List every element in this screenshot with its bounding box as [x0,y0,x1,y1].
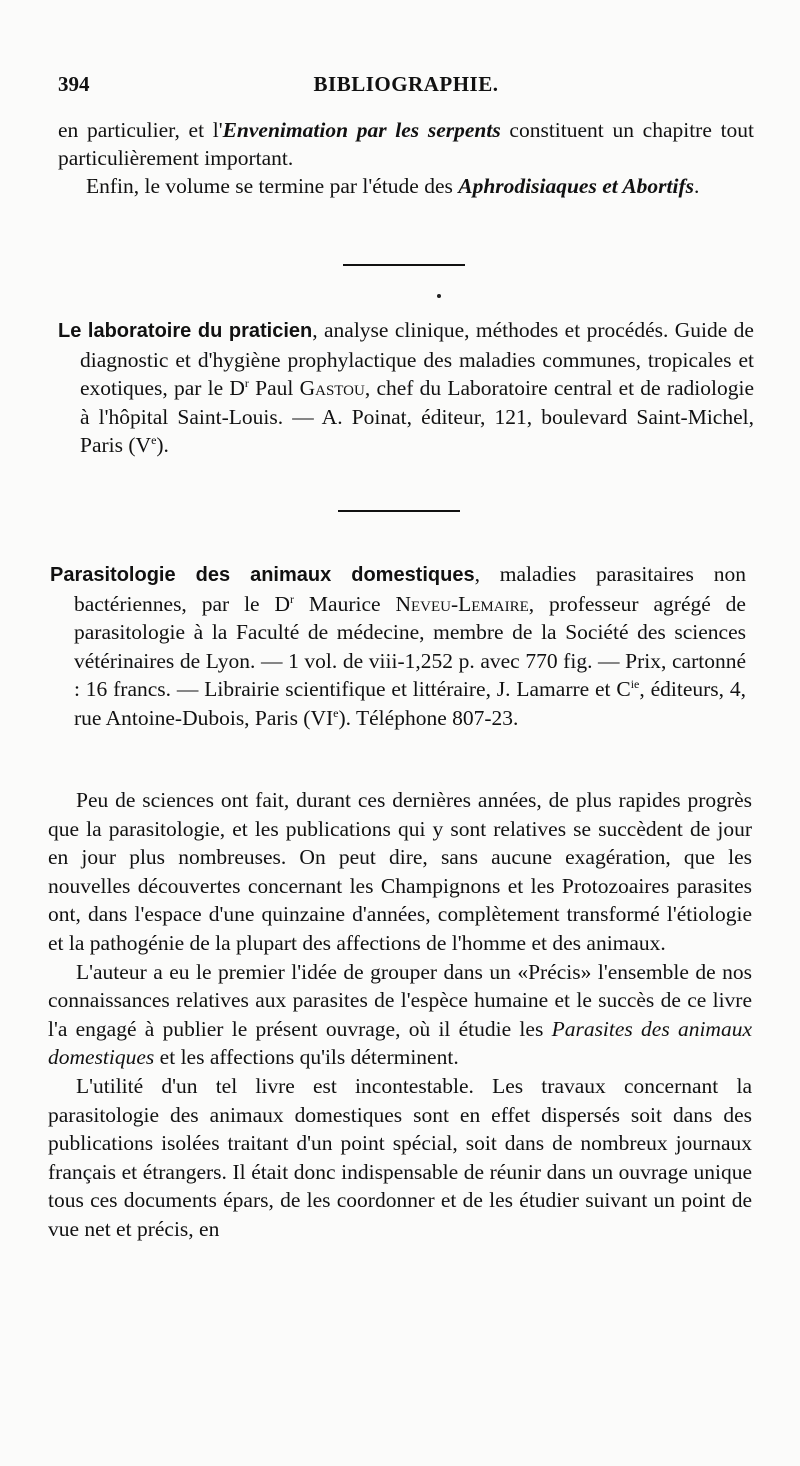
bibliography-entry-parasitologie: Parasitologie des animaux domestiques, maladies parasitaires non bactériennes, par le $D^r$ Maurice Neveu-Lemaire, professeur agrégé de parasitologie à la Faculté de médecine, membre de la Société des sciences vétérinaires de Lyon. — 1 vol. de viii-1,252 p. avec 770 fig. — Prix, cartonné : 16 francs. — Librairie scientifique et littéraire, J. Lamarre et $C^{ie}$, éditeurs, 4, rue Antoine-Dubois, Paris (VIe). Téléphone 807-23. [50,562,747,730]
page-number: 394 [58,72,90,96]
entry-title: Parasitologie des animaux domestiques [50,564,475,586]
entry-title: Le laboratoire du praticien [58,320,313,342]
intro-emphasis-1: Envenimation par les serpents [222,118,501,142]
running-title: BIBLIOGRAPHIE. [313,72,499,96]
review-paragraph-2: L'auteur a eu le premier l'idée de grouper dans un «Précis» l'ensemble de nos connaissances relatives aux parasites de l'espèce humaine et le succès de ce livre l'a engagé à publier le présent ouvrage, où il étudie les Parasites des animaux domestiques et les affections qu'ils déterminent. [48,959,752,1070]
previous-review-ending [58,116,754,200]
intro-paragraph-2: Enfin, le volume se termine par l'étude des Aphrodisiaques et Abortifs. [86,174,700,198]
intro-emphasis-2: Aphrodisiaques et Abortifs [458,174,694,198]
entry-author: Gastou [299,376,365,400]
intro-paragraph-1: en particulier, et l'Envenimation par les serpents constituent un chapitre tout particulièrement important. [58,118,755,170]
page-header [58,66,754,102]
bibliography-entry-laboratoire: Le laboratoire du praticien, analyse clinique, méthodes et procédés. Guide de diagnostic et d'hygiène prophylactique des maladies communes, tropicales et exotiques, par le $D^r$ Paul Gastou, chef du Laboratoire central et de radiologie à l'hôpital Saint-Louis. — A. Poinat, éditeur, 121, boulevard Saint-Michel, Paris (Ve). [58,318,754,457]
section-divider [343,264,465,266]
review-paragraph-1: Peu de sciences ont fait, durant ces dernières années, de plus rapides progrès que la parasitologie, et les publications qui y sont relatives se succèdent de jour en jour plus nombreuses. On peut dire, sans aucune exagération, que les nouvelles découvertes concernant les Champignons et les Protozoaires parasites ont, dans l'espace d'une quinzaine d'années, complètement transformé l'étiologie et la pathogénie de la plupart des affections de l'homme et des animaux. [48,788,752,955]
entry-author: Neveu-Lemaire [395,591,529,616]
review-paragraph-3: L'utilité d'un tel livre est incontestable. Les travaux concernant la parasitologie des animaux domestiques sont en effet dispersés soit dans des publications isolées traitant d'un point spécial, soit dans de nombreux journaux français et étrangers. Il était donc indispensable de réunir dans un ouvrage unique tous ces documents épars, de les coordonner et de les étudier suivant un point de vue net et précis, en [48,1073,752,1241]
print-speck [437,294,441,298]
review-body [48,786,752,1244]
review-emphasis: Parasites des animaux domestiques [48,1016,752,1070]
section-divider [338,510,460,512]
